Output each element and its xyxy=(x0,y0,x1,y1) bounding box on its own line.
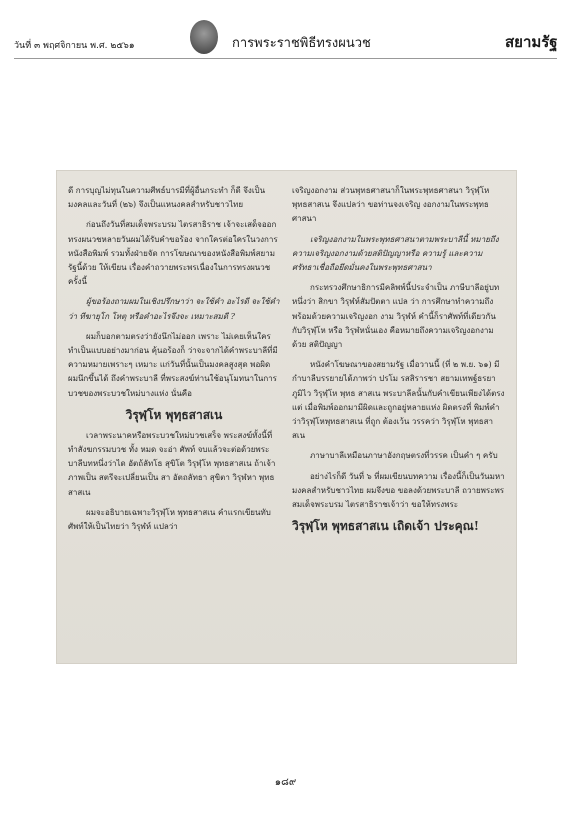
issue-date: วันที่ ๓ พฤศจิกายน พ.ศ. ๒๕๖๑ xyxy=(14,41,135,51)
page-number: ๑๘๙ xyxy=(274,777,297,788)
paragraph: ผู้ขอร้องถามผมในเชิงปรึกษาว่า จะใช้คำ อะไรดี จะใช้คำว่า ทีฆายุโก โหตุ หรือคำอะไรจึงจะ เหมาะสมดี ? xyxy=(68,297,280,321)
closing-blessing: วิรุฬฺโห พุทธสาสเน เถิดเจ้า ประคุณ! xyxy=(292,519,480,534)
paragraph: เวลาพระนาคหรือพระบวชใหม่บวชเสร็จ พระสงฆ์ทั้งนี้ที่ทำสังฆกรรมบวช ทั้ง หมด จะอ่า ศัพท์ จบแล้วจะต่อด้วยพระบาลีบทหนึ่งว่าได อัตถ้ลัทโธ สุขิโต วิรุฬฺโห พุทธสาสเน ถ้าเจ้าภาพเป็น สตรีจะเปลี่ยนเป็น สา อัตถลัทธา สุขิตา วิรุฬหา พุทธสาสเน xyxy=(68,430,276,497)
paragraph: ผมก็บอกตามตรงว่ายังนึกไม่ออก เพราะ ไม่เคยเห็นใครทำเป็นแบบอย่างมาก่อน คุ้นอร้องก็ ว่าจะจากได้คำพระบาลีที่มีความหมายเพราะๆ เหมาะ แก่วันที่นั้นเป็นมงคลสูงสุด พอผิดผมนึกขึ้นได้ ถึงคำพระบาลี ที่พระสงฆ์ท่านใช้อนุโมทนาในการ บวชของพระบวชใหม่บางแห่ง นั่นคือ xyxy=(68,331,278,398)
article-column-right xyxy=(292,184,505,535)
paragraph: ดี การบุญไม่ทุนในความศีพธ์บารมีที่ผู้อื่นกระทำ ก็ดี จึงเป็นมงคลและวันที่ (๒๖) จึงเป็นแหนงคลสำหรับชาวไทย xyxy=(68,186,266,210)
paragraph: หนังคำโฆษณาของสยามรัฐ เมื่อวานนี้ (ที่ ๒ พ.ย. ๖๑) มีกำบาลีบรรยายได้ภาพว่า ปรโม รสสิรารชา สยามเทพฐ์ธรยาภูมิไว วิรุฬฺโห พุทธ สาสเน พระบาลีลนั้นกับคำเขียนเพียงได้ตรง แต่ เมื่อพิมพ์ออกมามีผิดและถูกอยู่หลายแห่ง ผิดตรงที่ พิมพ์คำว่าวิรุฬฺโหพุทธสาสเน ที่ถูก ต้องเว้น วรรคว่า วิรุฬฺโห พุทธสาสเน xyxy=(292,360,505,441)
royal-emblem-icon xyxy=(190,20,218,54)
article-clipping xyxy=(56,170,517,664)
paragraph: เจริญงอกงาม ส่วนพุทธศาสนาก็ในพระพุทธศาสนา วิรุฬฺโห พุทธสาสเน จึงแปลว่า ขอท่านจงเจริญ งอกงามในพระพุทธศาสนา xyxy=(292,186,490,224)
newspaper-logo: สยามรัฐ xyxy=(505,33,558,51)
paragraph: ก่อนถึงวันที่สมเด็จพระบรม ไตรสาธิราช เจ้าจะเสด็จออกทรงผนวชหลายวันผมได้รับคำขอร้อง จากใครต่อใครในวงการหนังสือพิมพ์ รวมทั้งฝ่ายจัด การโฆษณาของหนังสือพิมพ์สยามรัฐนี้ด้วย ให้เขียน เรื่องคำถวายพระพรเนื่องในการทรงผนวชครั้งนี้ xyxy=(68,220,278,287)
pali-subheading: วิรุฬฺโห พุทฺธสาสเน xyxy=(125,407,223,422)
paragraph: ภาษาบาลีเหมือนภาษาอังกฤษตรงที่วรรค เป็นคำ ๆ ครับ xyxy=(310,451,498,461)
page-title: การพระราชพิธีทรงผนวช xyxy=(232,36,371,51)
paragraph: กระทรวงศึกษาธิการมีคลิพพ์นี้ประจำเป็น ภาษีบาลีอยู่บทหนึ่งว่า สิกขา วิรุฬห์สัมปัตตา แปล ว่า การศึกษาทำความถึงพร้อมด้วยความเจริญงอก งาม วิรุฬห์ คำนี้ก็ราศัพท์ที่เดียวกันกับวิรุฬฺโห หรือ วิรุฬหนั่นเอง คือหมายถึงความเจริญงอกงามด้วย สติปัญญา xyxy=(292,283,500,350)
paragraph: อย่างไรก็ดี วันที่ ๖ ที่ผมเขียนบทความ เรื่องนี้ก็เป็นวันมหามงคลสำหรับชาวไทย ผมจึงขอ ขอลงด้วยพระบาลี ถวายพระพร สมเด็จพระบรม ไตรสาธิราชเจ้าว่า ขอให้ทรงพระ xyxy=(292,471,505,510)
paragraph: ผมจะอธิบายเฉพาะวิรุฬฺโห พุทธสาสเน คำแรกเขียนทับศัพท์ให้เป็นไทยว่า วิรุฬห์ แปลว่า xyxy=(68,507,271,532)
paragraph: เจริญงอกงามในพระพุทธศาสนาตามพระบาลีนี้ หมายถึงความเจริญงอกงามด้วยสติปัญญาหรือ ความรู้ และความศรัทธาเชื่อถือยึดมั่นคงในพระพุทธศาสนา xyxy=(292,234,499,273)
article-column-left xyxy=(68,184,280,540)
